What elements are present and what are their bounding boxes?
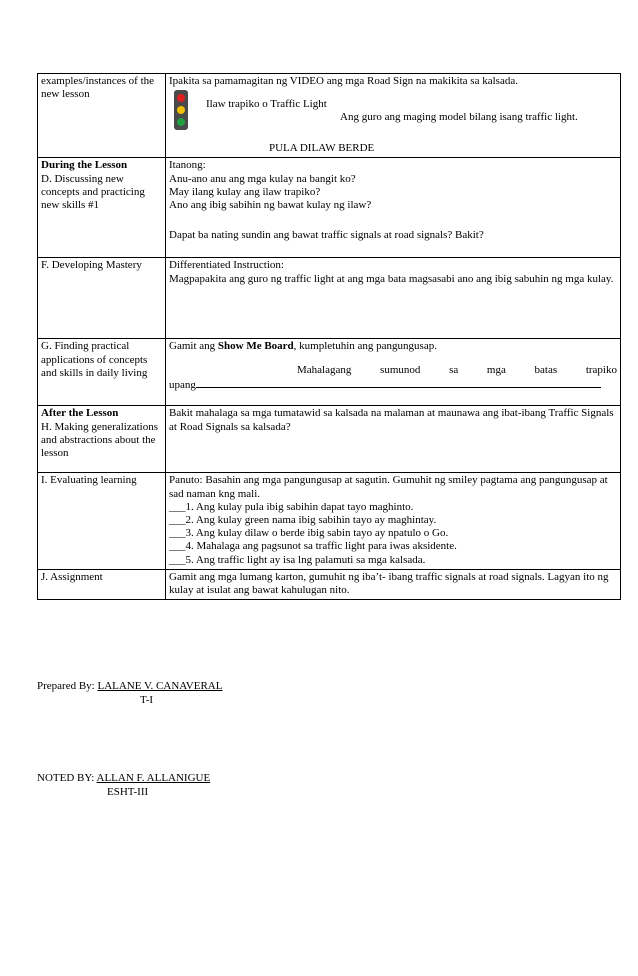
section-heading: During the Lesson xyxy=(41,159,128,172)
noted-by-name: ALLAN F. ALLANIGUE xyxy=(96,772,211,784)
instruction-text: Panuto: Basahin ang mga pangungusap at sagutin. Gumuhit ng smiley pagtama ang pangungusap at sad naman kng mali. xyxy=(169,474,608,500)
question-line: Itanong: xyxy=(169,159,206,172)
row-during xyxy=(38,158,621,258)
row-label xyxy=(38,406,166,473)
question-line: Anu-ano anu ang mga kulay na bangit ko? xyxy=(169,172,356,185)
row-content xyxy=(166,473,621,569)
answer-blank xyxy=(196,377,601,388)
row-evaluating xyxy=(38,473,621,569)
row-examples xyxy=(38,74,621,158)
prepared-by-name: LALANE V. CANAVERAL xyxy=(97,680,223,692)
sentence-word: Mahalagang xyxy=(297,363,352,376)
row-content xyxy=(166,339,621,406)
sentence-word: mga xyxy=(486,363,506,376)
row-label: F. Developing Mastery xyxy=(38,258,166,339)
question-line: May ilang kulay ang ilaw trapiko? xyxy=(169,185,321,198)
instruction-post: , kumpletuhin ang pangungusap. xyxy=(293,340,437,353)
quiz-item: ___2. Ang kulay green nama ibig sabihin tayo ay maghintay. xyxy=(169,514,437,527)
section-label: H. Making generalizations and abstractions about the lesson xyxy=(41,420,158,460)
section-heading: After the Lesson xyxy=(41,407,119,420)
row-label: examples/instances of the new lesson xyxy=(38,74,166,158)
instruction-pre: Gamit ang xyxy=(169,340,218,353)
row-assignment xyxy=(38,569,621,599)
sentence-word: upang xyxy=(169,378,196,391)
row-label: I. Evaluating learning xyxy=(38,473,166,569)
quiz-item: ___1. Ang kulay pula ibig sabihin dapat tayo maghinto. xyxy=(169,500,414,513)
instruction-text: Magpapakita ang guro ng traffic light at ang mga bata magsasabi ano ang ibig sabuhin ng mga kulay. xyxy=(169,272,614,285)
green-lamp xyxy=(177,118,185,126)
show-me-board-label: Show Me Board xyxy=(217,340,294,353)
noted-by-title: ESHT-III xyxy=(107,785,149,798)
row-label: J. Assignment xyxy=(38,569,166,599)
row-after xyxy=(38,406,621,473)
traffic-light-caption: Ilaw trapiko o Traffic Light xyxy=(206,98,327,111)
section-label: D. Discussing new concepts and practicing new skills #1 xyxy=(41,172,145,212)
question-line: Dapat ba nating sundin ang bawat traffic signals at road signals? Bakit? xyxy=(169,229,484,242)
teacher-model-note: Ang guro ang maging model bilang isang traffic light. xyxy=(340,111,578,124)
show-me-board-instruction xyxy=(169,340,617,353)
row-content xyxy=(166,158,621,258)
sentence-word: trapiko xyxy=(585,363,617,376)
video-instruction: Ipakita sa pamamagitan ng VIDEO ang mga Road Sign na makikita sa kalsada. xyxy=(169,75,518,87)
prepared-by-title: T-I xyxy=(140,693,154,706)
color-words: PULA DILAW BERDE xyxy=(269,142,375,155)
instruction-heading: Differentiated Instruction: xyxy=(169,259,284,272)
row-label xyxy=(38,158,166,258)
row-content: Gamit ang mga lumang karton, gumuhit ng iba’t- ibang traffic signals at road signals. Lagyan ito ng kulay at isulat ang bawat kahulugan nito. xyxy=(166,569,621,599)
row-label: G. Finding practical applications of concepts and skills in daily living xyxy=(38,339,166,406)
red-lamp xyxy=(177,94,185,102)
quiz-item: ___5. Ang traffic light ay isa lng palamuti sa mga kalsada. xyxy=(169,553,426,566)
noted-by-block xyxy=(37,772,210,799)
lesson-plan-table xyxy=(37,73,621,600)
row-content xyxy=(166,258,621,339)
prepared-by-block xyxy=(37,680,222,707)
fill-blank-line xyxy=(169,377,617,392)
prepared-by-label: Prepared By: xyxy=(37,680,98,692)
row-mastery xyxy=(38,258,621,339)
traffic-light-icon xyxy=(174,90,188,130)
sentence-word: batas xyxy=(534,363,558,376)
yellow-lamp xyxy=(177,106,185,114)
traffic-light-block xyxy=(169,88,617,130)
row-content: Bakit mahalaga sa mga tumatawid sa kalsada na malaman at maunawa ang ibat-ibang Traffic Signals at Road Signals sa kalsada? xyxy=(166,406,621,473)
quiz-item: ___4. Mahalaga ang pagsunot sa traffic light para iwas aksidente. xyxy=(169,540,457,553)
row-content xyxy=(166,74,621,158)
sentence-word: sa xyxy=(449,363,459,376)
quiz-item: ___3. Ang kulay dilaw o berde ibig sabin tayo ay npatulo o Go. xyxy=(169,527,449,540)
question-line: Ano ang ibig sabihin ng bawat kulay ng ilaw? xyxy=(169,199,372,212)
noted-by-label: NOTED BY: xyxy=(37,772,97,784)
row-practical xyxy=(38,339,621,406)
fill-sentence xyxy=(169,364,617,377)
sentence-word: sumunod xyxy=(380,363,421,376)
